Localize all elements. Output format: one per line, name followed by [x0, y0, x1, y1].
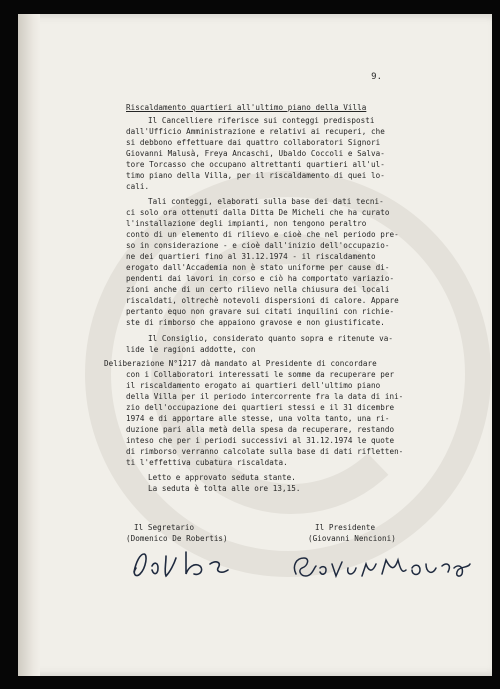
- section-heading: Riscaldamento quartieri all'ultimo piano della Villa: [126, 103, 367, 112]
- deliberation-line: zio dell'occupazione dei quartieri stessi e il 31 dicembre: [126, 403, 395, 412]
- paragraph-line: tore Torcasso che occupano altrettanti quartieri all'ul-: [126, 160, 385, 169]
- paragraph-line: ne dei quartieri fino al 31.12.1974 - il riscaldamento: [126, 252, 376, 261]
- deliberation-line: Deliberazione N°1217 dà mandato al Presidente di concordare: [104, 359, 377, 368]
- paragraph-line: pendenti dai lavori in corso e ciò ha comportato variazio-: [126, 274, 395, 283]
- deliberation-line: il riscaldamento erogato ai quartieri dell'ultimo piano: [126, 381, 381, 390]
- deliberation-line: duzione pari alla metà della spesa da recuperare, restando: [126, 425, 395, 434]
- paragraph-line: so in considerazione - e cioè dall'inizio dell'occupazio-: [126, 241, 390, 250]
- paragraph-line: cali.: [126, 182, 150, 191]
- secretary-title: Il Segretario: [134, 523, 195, 532]
- deliberation-line: inteso che per i periodi successivi al 31.12.1974 le quote: [126, 436, 395, 445]
- president-title: Il Presidente: [315, 523, 376, 532]
- paragraph-line: Il Cancelliere riferisce sui conteggi predisposti: [148, 116, 375, 125]
- paragraph-line: riscaldati, oltrechè notevoli dispersioni di calore. Appare: [126, 296, 399, 305]
- deliberation-line: 1974 e di apportare alle stesse, una volta tanto, una ri-: [126, 414, 390, 423]
- paragraph-line: lide le ragioni addotte, con: [126, 345, 256, 354]
- president-name: (Giovanni Nencioni): [308, 534, 396, 543]
- paragraph-line: erogato dall'Accademia non è stato uniforme per cause di-: [126, 263, 390, 272]
- deliberation-line: di rimborso verranno calcolate sulla base di dati rifletten-: [126, 447, 404, 456]
- paragraph-line: conto di un elemento di rilievo e cioè che nel periodo pre-: [126, 230, 399, 239]
- paragraph-line: dall'Ufficio Amministrazione e relativi ai recuperi, che: [126, 127, 385, 136]
- paragraph-line: ci solo ora ottenuti dalla Ditta De Micheli che ha curato: [126, 208, 390, 217]
- paragraph-line: pertanto equo non gravare sui citati inquilini con richie-: [126, 307, 395, 316]
- closing-line: Letto e approvato seduta stante.: [148, 473, 296, 482]
- deliberation-line: con i Collaboratori interessati le somme da recuperare per: [126, 370, 395, 379]
- deliberation-line: ti l'effettiva cubatura riscaldata.: [126, 458, 288, 467]
- page-number: 9.: [371, 72, 382, 82]
- document-body: [18, 14, 492, 676]
- paragraph-line: Giovanni Malusà, Freya Ancaschi, Ubaldo Coccoli e Salva-: [126, 149, 385, 158]
- paragraph-line: zioni anche di un certo rilievo nella chiusura dei locali: [126, 285, 390, 294]
- paragraph-line: l'installazione degli impianti, non tengono peraltro: [126, 219, 367, 228]
- paragraph-line: si debbono effettuare dai quattro collaboratori Signori: [126, 138, 381, 147]
- secretary-name: (Domenico De Robertis): [126, 534, 228, 543]
- closing-line: La seduta è tolta alle ore 13,15.: [148, 484, 301, 493]
- paragraph-line: Tali conteggi, elaborati sulla base dei dati tecni-: [148, 197, 384, 206]
- deliberation-line: della Villa per il periodo intercorrente fra la data di ini-: [126, 392, 404, 401]
- paragraph-line: ste di rimborso che appaiono gravose e non giustificate.: [126, 318, 385, 327]
- paragraph-line: Il Consiglio, considerato quanto sopra e ritenute va-: [148, 334, 393, 343]
- paragraph-line: timo piano della Villa, per il riscaldamento di quei lo-: [126, 171, 385, 180]
- document-page: [18, 14, 492, 676]
